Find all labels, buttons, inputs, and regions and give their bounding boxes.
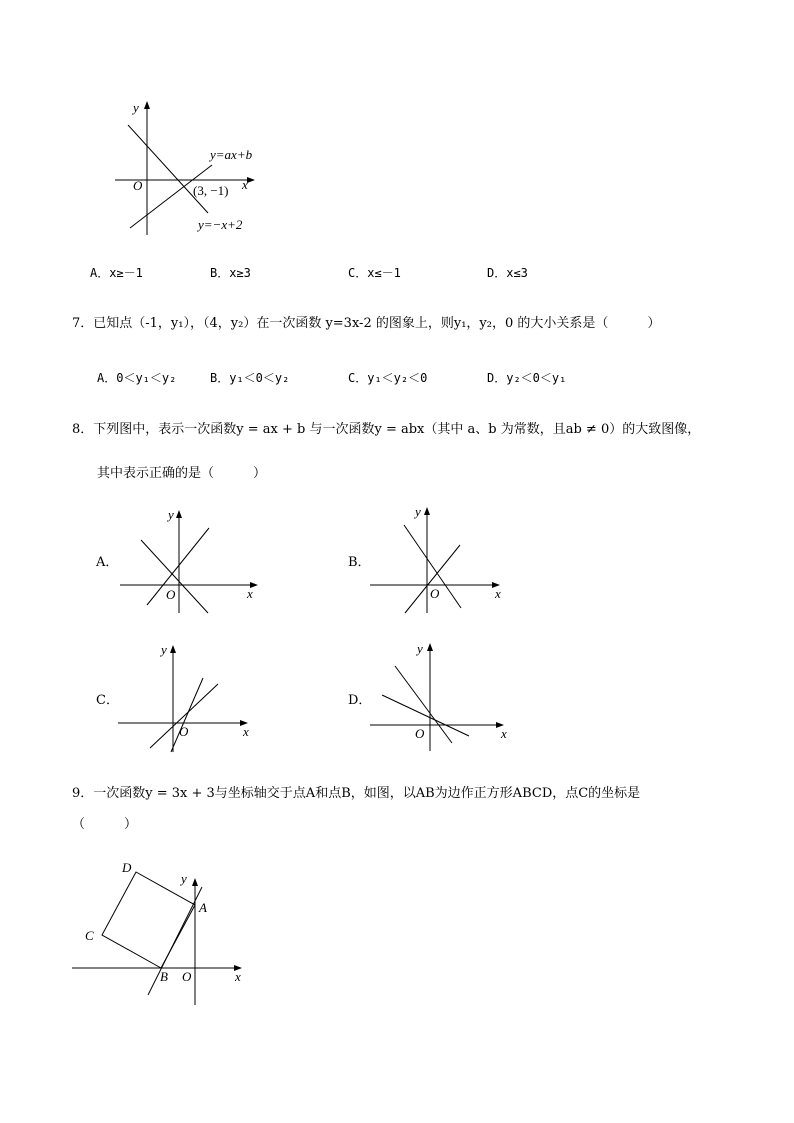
svg-text:x: x (235, 969, 241, 984)
svg-text:x: x (501, 726, 507, 741)
q6-line1-label: y=ax+b (210, 147, 253, 162)
q8-stem: 8．下列图中，表示一次函数y = ax + b 与一次函数y = abx（其中 a、b 为常数，且ab ≠ 0）的大致图像， (72, 422, 701, 437)
q8-graph-b-letter[interactable]: B． (348, 555, 371, 570)
svg-text:y: y (417, 641, 423, 656)
svg-text:O: O (415, 726, 425, 741)
svg-text:C: C (85, 928, 94, 943)
svg-text:y: y (181, 871, 187, 886)
q9-stem-2: （ ） (72, 817, 138, 832)
q8-graph-a (115, 505, 265, 620)
q6-line-neg (128, 125, 208, 213)
q7-option-d[interactable]: D．y₂＜0＜y₁ (487, 371, 567, 385)
q8-graph-a-letter[interactable]: A． (96, 555, 119, 570)
q6-line2-label: y=−x+2 (198, 217, 243, 232)
q8-graph-c-letter[interactable]: C． (96, 693, 119, 708)
svg-text:O: O (182, 969, 192, 984)
svg-text:y: y (415, 504, 421, 519)
q9-graph (65, 855, 265, 1015)
svg-text:B: B (160, 969, 168, 984)
svg-text:O: O (179, 724, 189, 739)
svg-text:x: x (247, 586, 253, 601)
svg-text:x: x (495, 586, 501, 601)
svg-text:D: D (122, 860, 132, 875)
q6-option-d[interactable]: D．x≤3 (487, 266, 528, 280)
q8-graph-b (367, 500, 517, 620)
q9-stem: 9．一次函数y = 3x + 3与坐标轴交于点A和点B，如图，以AB为边作正方形ABCD，点C的坐标是 (72, 786, 641, 801)
svg-text:y: y (168, 507, 174, 522)
q6-y-label: y (133, 100, 139, 115)
q6-option-a[interactable]: A．x≥－1 (90, 266, 143, 280)
q8-graph-d (367, 638, 517, 758)
q6-y-arrow (144, 101, 150, 109)
q7-option-a[interactable]: A．0＜y₁＜y₂ (97, 371, 177, 385)
svg-text:x: x (243, 724, 249, 739)
q8-graph-d-letter[interactable]: D． (348, 693, 372, 708)
svg-text:O: O (430, 586, 440, 601)
q6-option-c[interactable]: C．x≤－1 (348, 266, 401, 280)
q6-origin: O (133, 178, 143, 193)
svg-text:A: A (199, 900, 207, 915)
q6-x-label: x (242, 177, 248, 192)
q8-stem-2: 其中表示正确的是（ ） (97, 466, 267, 481)
q9-square (102, 872, 195, 968)
q6-point-label: (3, −1) (193, 183, 229, 198)
q7-stem: 7．已知点（-1，y₁），（4，y₂）在一次函数 y=3x-2 的图象上，则y₁，y₂，0 的大小关系是（ ） (72, 316, 661, 331)
q6-x-arrow (247, 177, 255, 183)
svg-text:y: y (161, 642, 167, 657)
q6-option-b[interactable]: B．x≥3 (210, 266, 251, 280)
q6-graph (100, 95, 280, 245)
q8-graph-c (115, 640, 265, 758)
svg-text:O: O (166, 587, 176, 602)
q7-option-b[interactable]: B．y₁＜0＜y₂ (210, 371, 290, 385)
q7-option-c[interactable]: C．y₁＜y₂＜0 (348, 371, 428, 385)
